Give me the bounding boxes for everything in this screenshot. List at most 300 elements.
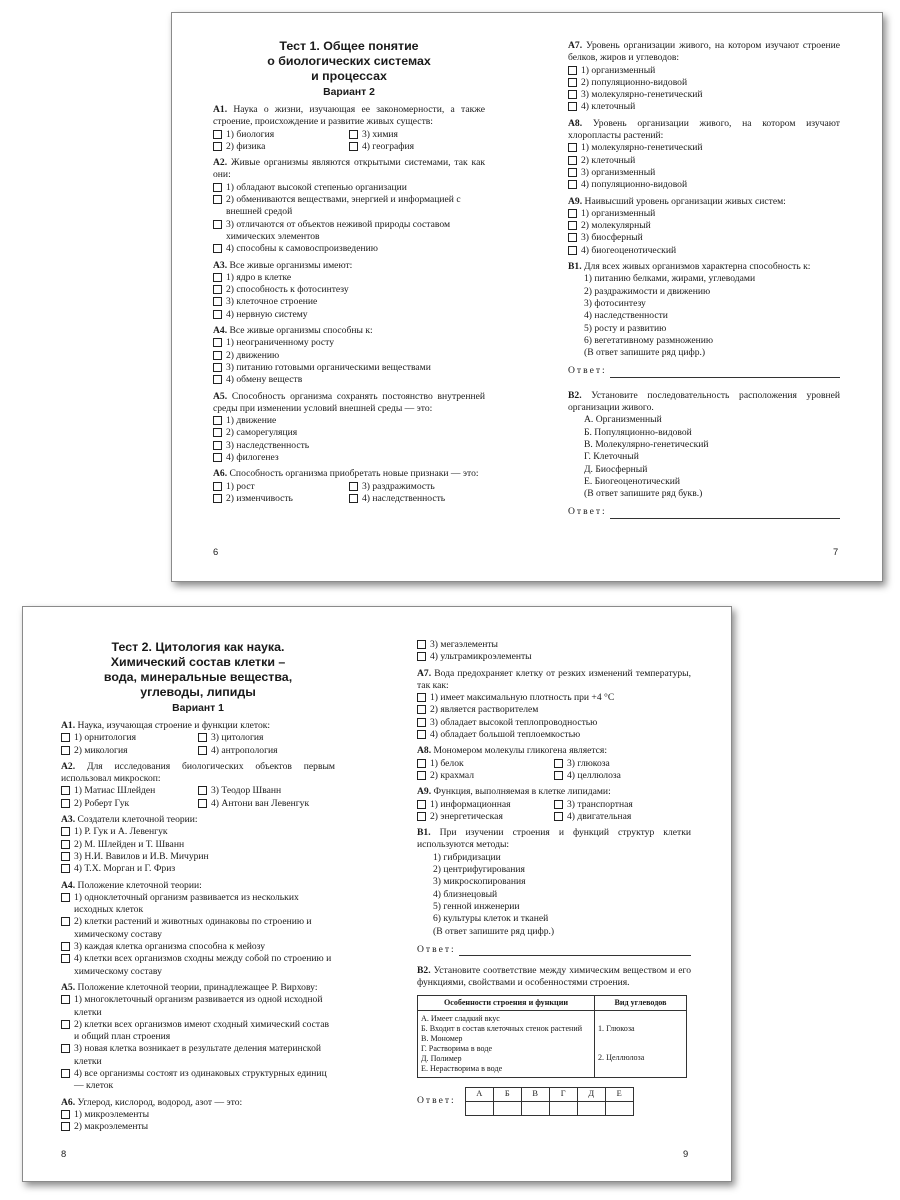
answer-option[interactable]: [213, 194, 485, 219]
option-label: 2) способность к фотосинтезу: [226, 284, 349, 296]
question-a3: [213, 260, 485, 321]
question-a8: [417, 745, 691, 782]
answer-option[interactable]: [61, 941, 335, 953]
answer-option[interactable]: [61, 916, 335, 941]
answer-option[interactable]: [213, 284, 485, 296]
type-item: 1. Глюкоза: [598, 1023, 635, 1033]
checkbox[interactable]: [568, 78, 577, 87]
list-item: Д. Биосферный: [584, 463, 648, 475]
option-label: 3) каждая клетка организма способна к мейозу: [74, 941, 266, 953]
answer-option[interactable]: [61, 1043, 335, 1068]
answer-option[interactable]: [213, 452, 485, 464]
answer-option[interactable]: [61, 732, 198, 744]
grid-answer-cell[interactable]: [521, 1101, 549, 1115]
option-label: 1) рост: [226, 480, 255, 492]
page-8-column: [61, 640, 335, 1134]
answer-option[interactable]: [213, 272, 485, 284]
feature-item: В. Мономер: [421, 1033, 463, 1043]
question-text: Уровень организации живого, на котором изучают строение белков, жиров и углеводов:: [568, 40, 840, 64]
answer-option[interactable]: [61, 892, 335, 917]
page-number-left: 8: [61, 1148, 67, 1159]
answer-option[interactable]: [213, 141, 349, 153]
checkbox[interactable]: [568, 209, 577, 218]
option-label: 1) обладают высокой степенью организации: [226, 181, 407, 193]
checkbox[interactable]: [198, 799, 207, 808]
option-label: 3) отличаются от объектов неживой природы составом химических элементов: [226, 218, 451, 242]
list-item: 3) микроскопирования: [433, 876, 526, 888]
checkbox[interactable]: [61, 1044, 70, 1053]
answer-option[interactable]: [349, 481, 485, 493]
answer-row: [568, 506, 840, 518]
checkbox[interactable]: [213, 244, 222, 253]
answer-option[interactable]: [417, 811, 554, 823]
checkbox[interactable]: [198, 746, 207, 755]
checkbox[interactable]: [349, 482, 358, 491]
option-label: 3) транспортная: [567, 798, 633, 810]
question-number: А3.: [61, 814, 76, 826]
question-a3: [61, 814, 335, 875]
option-label: 1) имеет максимальную плотность при +4 °C: [430, 692, 615, 704]
option-label: 3) обладает высокой теплопроводностью: [430, 716, 598, 728]
question-text: Наивысший уровень организации живых систем:: [584, 195, 786, 207]
test-1-title: [213, 39, 485, 84]
answer-field[interactable]: [610, 509, 840, 519]
answer-option[interactable]: [417, 729, 691, 741]
answer-option[interactable]: [554, 799, 691, 811]
option-label: 2) клетки всех организмов имеют сходный химический состав и общий план строения: [74, 1018, 330, 1043]
option-label: 4) Т.Х. Морган и Г. Фриз: [74, 863, 176, 875]
title-line: и процессах: [311, 69, 387, 83]
option-label: 2) крахмал: [430, 769, 475, 781]
answer-option[interactable]: [61, 1121, 335, 1133]
answer-option[interactable]: [568, 220, 840, 232]
answer-grid: [417, 1087, 691, 1116]
checkbox[interactable]: [61, 786, 70, 795]
list-item: 5) росту и развитию: [584, 322, 667, 334]
answer-option[interactable]: [417, 770, 554, 782]
answer-option[interactable]: [554, 758, 691, 770]
checkbox[interactable]: [349, 142, 358, 151]
question-a5: [61, 982, 335, 1093]
answer-option[interactable]: [213, 493, 349, 505]
grid-answer-cell[interactable]: [605, 1101, 633, 1115]
question-b2: [568, 390, 840, 519]
checkbox[interactable]: [417, 705, 426, 714]
option-label: 2) Роберт Гук: [74, 797, 130, 809]
title-line: вода, минеральные вещества,: [103, 670, 293, 684]
checkbox[interactable]: [568, 233, 577, 242]
option-label: 1) организменный: [581, 64, 656, 76]
grid-letter: Г: [549, 1087, 577, 1101]
answer-option[interactable]: [568, 77, 840, 89]
answer-option[interactable]: [61, 745, 198, 757]
grid-answer-cell[interactable]: [465, 1101, 493, 1115]
checkbox[interactable]: [61, 1122, 70, 1131]
answer-row: [568, 365, 840, 377]
checkbox[interactable]: [568, 168, 577, 177]
feature-item: А. Имеет сладкий вкус: [421, 1013, 500, 1023]
option-label: 1) орнитология: [74, 732, 137, 744]
option-label: 1) одноклеточный организм развивается из нескольких исходных клеток: [74, 891, 299, 916]
grid-answer-cell[interactable]: [549, 1101, 577, 1115]
answer-option[interactable]: [417, 651, 691, 663]
answer-option[interactable]: [349, 129, 485, 141]
checkbox[interactable]: [61, 799, 70, 808]
list-item: (В ответ запишите ряд цифр.): [433, 925, 555, 937]
title-line: Тест 2. Цитология как наука.: [111, 640, 285, 654]
checkbox[interactable]: [61, 1110, 70, 1119]
checkbox[interactable]: [213, 195, 222, 204]
question-text: При изучении строения и функций структур клетки используются методы:: [417, 827, 691, 851]
option-label: 4) популяционно-видовой: [581, 179, 688, 191]
grid-letter: В: [521, 1087, 549, 1101]
checkbox[interactable]: [554, 771, 563, 780]
checkbox[interactable]: [554, 800, 563, 809]
list-item: В. Молекулярно-генетический: [584, 438, 709, 450]
answer-option[interactable]: [61, 863, 335, 875]
answer-option[interactable]: [61, 839, 335, 851]
checkbox[interactable]: [61, 864, 70, 873]
answer-option[interactable]: [61, 826, 335, 838]
question-a2: [61, 761, 335, 810]
answer-option[interactable]: [61, 994, 335, 1019]
checkbox[interactable]: [568, 102, 577, 111]
title-line: Тест 1. Общее понятие: [279, 39, 419, 53]
answer-option[interactable]: [213, 481, 349, 493]
answer-option[interactable]: [568, 179, 840, 191]
checkbox[interactable]: [213, 482, 222, 491]
checkbox[interactable]: [61, 827, 70, 836]
answer-option[interactable]: [213, 362, 485, 374]
option-label: 2) обмениваются веществами, энергией и информацией с внешней средой: [226, 194, 461, 218]
list-item: Б. Популяционно-видовой: [584, 426, 692, 438]
option-label: 4) филогенез: [226, 452, 279, 464]
option-label: 4) обмену веществ: [226, 374, 303, 386]
question-text: Наука, изучающая строение и функции клеток:: [77, 720, 271, 731]
question-number: А4.: [61, 879, 76, 891]
checkbox[interactable]: [417, 759, 426, 768]
question-text: Положение клеточной теории:: [77, 879, 202, 891]
checkbox[interactable]: [568, 246, 577, 255]
answer-option[interactable]: [213, 219, 485, 244]
question-number: А3.: [213, 259, 228, 271]
page-number-right: 7: [833, 546, 839, 557]
answer-option[interactable]: [568, 232, 840, 244]
question-text: Наука о жизни, изучающая ее закономерности, а также строение, происхождение и развитие живых существ:: [213, 104, 485, 128]
answer-option[interactable]: [61, 798, 198, 810]
checkbox[interactable]: [213, 297, 222, 306]
option-label: 4) двигательная: [567, 810, 632, 822]
option-label: 2) саморегуляция: [226, 427, 298, 439]
option-label: 3) Н.И. Вавилов и И.В. Мичурин: [74, 850, 209, 862]
checkbox[interactable]: [61, 840, 70, 849]
checkbox[interactable]: [417, 652, 426, 661]
question-number: А7.: [568, 40, 583, 51]
checkbox[interactable]: [417, 640, 426, 649]
option-label: 3) новая клетка возникает в результате деления материнской клетки: [74, 1043, 321, 1067]
question-a6: [213, 468, 485, 505]
checkbox[interactable]: [417, 812, 426, 821]
option-label: 1) молекулярно-генетический: [581, 142, 703, 154]
checkbox[interactable]: [417, 800, 426, 809]
option-label: 1) Р. Гук и А. Левенгук: [74, 826, 168, 838]
option-label: 3) мегаэлементы: [430, 639, 499, 650]
question-number: А2.: [213, 157, 228, 169]
answer-option[interactable]: [417, 692, 691, 704]
checkbox[interactable]: [213, 363, 222, 372]
option-label: 2) макроэлементы: [74, 1121, 149, 1133]
checkbox[interactable]: [349, 494, 358, 503]
table-header: Вид углеводов: [595, 995, 687, 1010]
answer-option[interactable]: [61, 1019, 335, 1044]
answer-label: Ответ:: [568, 506, 607, 518]
checkbox[interactable]: [213, 375, 222, 384]
answer-option[interactable]: [213, 182, 485, 194]
list-item: Г. Клеточный: [584, 451, 639, 463]
answer-option[interactable]: [198, 798, 335, 810]
checkbox[interactable]: [213, 441, 222, 450]
list-item: Е. Биогеоценотический: [584, 475, 680, 487]
checkbox[interactable]: [61, 1020, 70, 1029]
bottom-page-spread: [22, 606, 732, 1182]
question-text: Для всех живых организмов характерна способность к:: [584, 261, 811, 273]
list-item: 6) культуры клеток и тканей: [433, 913, 549, 925]
question-number: В1.: [417, 827, 431, 839]
answer-option[interactable]: [568, 208, 840, 220]
option-label: 2) молекулярный: [581, 220, 651, 232]
checkbox[interactable]: [61, 942, 70, 951]
grid-answer-cell[interactable]: [577, 1101, 605, 1115]
grid-letter: Д: [577, 1087, 605, 1101]
question-number: А6.: [61, 1096, 76, 1108]
answer-option[interactable]: [213, 309, 485, 321]
answer-option[interactable]: [213, 243, 485, 255]
checkbox[interactable]: [61, 893, 70, 902]
checkbox[interactable]: [61, 995, 70, 1004]
question-a9: [417, 786, 691, 823]
option-label: 4) обладает большой теплоемкостью: [430, 729, 581, 741]
option-label: 1) ядро в клетке: [226, 271, 292, 283]
option-label: 4) клетки всех организмов сходны между собой по строению и химическому составу: [74, 953, 332, 977]
list-item: А. Организменный: [584, 414, 662, 426]
page-number-left: 6: [213, 546, 219, 557]
checkbox[interactable]: [213, 416, 222, 425]
question-b1: [568, 261, 840, 378]
title-line: Химический состав клетки –: [110, 655, 286, 669]
question-number: А1.: [61, 720, 76, 731]
answer-option[interactable]: [417, 799, 554, 811]
option-label: 2) является растворителем: [430, 704, 539, 716]
list-item: 6) вегетативному размножению: [584, 334, 714, 346]
list-item: (В ответ запишите ряд букв.): [584, 488, 703, 500]
list-item: 4) наследственности: [584, 310, 668, 322]
answer-option[interactable]: [213, 350, 485, 362]
checkbox[interactable]: [213, 338, 222, 347]
option-label: 4) целлюлоза: [567, 769, 621, 781]
answer-option[interactable]: [554, 770, 691, 782]
option-label: 3) химия: [362, 128, 398, 140]
answer-option[interactable]: [61, 1109, 335, 1121]
answer-option[interactable]: [213, 440, 485, 452]
checkbox[interactable]: [198, 733, 207, 742]
feature-item: Г. Растворима в воде: [421, 1043, 493, 1053]
option-label: 3) Теодор Шванн: [211, 785, 282, 797]
question-a1: [213, 104, 485, 153]
checkbox[interactable]: [213, 285, 222, 294]
option-label: 1) белок: [430, 757, 464, 769]
checkbox[interactable]: [213, 220, 222, 229]
question-text: Живые организмы являются открытыми системами, так как они:: [213, 157, 485, 181]
answer-option[interactable]: [349, 141, 485, 153]
checkbox[interactable]: [417, 693, 426, 702]
feature-item: Б. Входит в состав клеточных стенок растений: [421, 1023, 583, 1033]
question-text: Положение клеточной теории, принадлежащее Р. Вирхову:: [77, 981, 318, 993]
answer-option[interactable]: [213, 374, 485, 386]
question-number: В1.: [568, 261, 582, 273]
question-a8: [568, 118, 840, 192]
table-header: Особенности строения и функции: [418, 995, 595, 1010]
answer-option[interactable]: [568, 101, 840, 113]
option-label: 2) микология: [74, 744, 128, 756]
option-label: 4) ультрамикроэлементы: [430, 651, 532, 663]
question-number: А1.: [213, 104, 228, 115]
answer-option[interactable]: [568, 89, 840, 101]
option-label: 2) клетки растений и животных одинаковы по строению и химическому составу: [74, 916, 312, 940]
checkbox[interactable]: [554, 812, 563, 821]
checkbox[interactable]: [349, 130, 358, 139]
checkbox[interactable]: [61, 917, 70, 926]
option-label: 3) раздражимость: [362, 480, 435, 492]
question-text: Уровень организации живого, на котором изучают хлоропласты растений:: [568, 117, 840, 142]
option-label: 4) наследственность: [362, 492, 446, 504]
checkbox[interactable]: [213, 310, 222, 319]
question-a5: [213, 391, 485, 465]
question-text: Для исследования биологических объектов первым использовал микроскоп:: [61, 760, 335, 785]
option-label: 1) микроэлементы: [74, 1108, 150, 1120]
checkbox[interactable]: [568, 156, 577, 165]
answer-option[interactable]: [213, 415, 485, 427]
checkbox[interactable]: [417, 718, 426, 727]
checkbox[interactable]: [213, 273, 222, 282]
answer-option[interactable]: [198, 732, 335, 744]
checkbox[interactable]: [61, 1069, 70, 1078]
answer-option[interactable]: [568, 65, 840, 77]
answer-option[interactable]: [213, 129, 349, 141]
checkbox[interactable]: [213, 428, 222, 437]
option-label: 3) молекулярно-генетический: [581, 89, 703, 101]
checkbox[interactable]: [61, 746, 70, 755]
answer-option[interactable]: [554, 811, 691, 823]
checkbox[interactable]: [568, 143, 577, 152]
answer-option[interactable]: [568, 142, 840, 154]
answer-option[interactable]: [61, 851, 335, 863]
checkbox[interactable]: [213, 453, 222, 462]
answer-option[interactable]: [213, 427, 485, 439]
answer-option[interactable]: [417, 758, 554, 770]
checkbox[interactable]: [61, 852, 70, 861]
checkbox[interactable]: [213, 130, 222, 139]
answer-option[interactable]: [417, 639, 691, 651]
answer-option[interactable]: [417, 704, 691, 716]
feature-item: Е. Нерастворима в воде: [421, 1063, 503, 1073]
answer-option[interactable]: [61, 785, 198, 797]
option-label: 4) Антони ван Левенгук: [211, 797, 310, 809]
question-text: Установите соответствие между химическим веществом и его функциями, свойствами и особенностями строения.: [417, 965, 691, 989]
checkbox[interactable]: [213, 494, 222, 503]
answer-option[interactable]: [213, 337, 485, 349]
features-cell: [418, 1010, 595, 1077]
answer-option[interactable]: [61, 953, 335, 978]
option-label: 1) движение: [226, 415, 277, 427]
checkbox[interactable]: [61, 954, 70, 963]
question-text: Функция, выполняемая в клетке липидами:: [433, 786, 611, 798]
checkbox[interactable]: [417, 730, 426, 739]
checkbox[interactable]: [213, 142, 222, 151]
checkbox[interactable]: [568, 90, 577, 99]
question-text: Установите последовательность расположения уровней организации живого.: [568, 389, 840, 414]
grid-answer-cell[interactable]: [493, 1101, 521, 1115]
question-text: Все живые организмы способны к:: [229, 325, 373, 337]
checkbox[interactable]: [213, 183, 222, 192]
question-a2: [213, 157, 485, 255]
feature-item: Д. Полимер: [421, 1053, 462, 1063]
option-label: 1) биология: [226, 128, 275, 140]
answer-option[interactable]: [198, 745, 335, 757]
answer-field[interactable]: [459, 946, 691, 956]
checkbox[interactable]: [568, 180, 577, 189]
page-number-right: 9: [683, 1148, 689, 1159]
option-label: 4) нервную систему: [226, 308, 308, 320]
question-number: А8.: [568, 117, 583, 129]
option-label: 1) многоклеточный организм развивается из одной исходной клетки: [74, 994, 323, 1018]
title-line: о биологических системах: [267, 54, 431, 68]
answer-option[interactable]: [213, 296, 485, 308]
question-b1: [417, 827, 691, 956]
answer-row: [417, 944, 691, 956]
checkbox[interactable]: [61, 733, 70, 742]
question-text: Создатели клеточной теории:: [77, 814, 198, 826]
list-item: 3) фотосинтезу: [584, 297, 646, 309]
answer-option[interactable]: [198, 785, 335, 797]
question-text: Углерод, кислород, водород, азот — это:: [77, 1096, 243, 1108]
checkbox[interactable]: [568, 221, 577, 230]
question-text: Способность организма сохранять постоянство внутренней среды при изменении условий внешней среды — это:: [213, 390, 485, 414]
answer-field[interactable]: [610, 368, 840, 378]
answer-label: Ответ:: [417, 943, 456, 955]
checkbox[interactable]: [213, 351, 222, 360]
checkbox[interactable]: [554, 759, 563, 768]
answer-option[interactable]: [417, 717, 691, 729]
answer-option[interactable]: [568, 167, 840, 179]
answer-option[interactable]: [568, 155, 840, 167]
question-text: Вода предохраняет клетку от резких изменений температуры, так как:: [417, 667, 692, 691]
list-item: 1) гибридизации: [433, 851, 501, 863]
question-number: В2.: [568, 389, 582, 401]
question-number: А5.: [213, 390, 228, 402]
answer-option[interactable]: [61, 1068, 335, 1093]
checkbox[interactable]: [198, 786, 207, 795]
checkbox[interactable]: [417, 771, 426, 780]
page-6-column: [213, 39, 485, 505]
option-label: 2) изменчивость: [226, 492, 293, 504]
page-7-column: [568, 40, 840, 519]
answer-option[interactable]: [349, 493, 485, 505]
list-item: 1) питанию белками, жирами, углеводами: [584, 273, 756, 285]
answer-option[interactable]: [568, 245, 840, 257]
checkbox[interactable]: [568, 66, 577, 75]
question-text: Все живые организмы имеют:: [229, 259, 353, 271]
option-label: 4) антропология: [211, 744, 278, 756]
